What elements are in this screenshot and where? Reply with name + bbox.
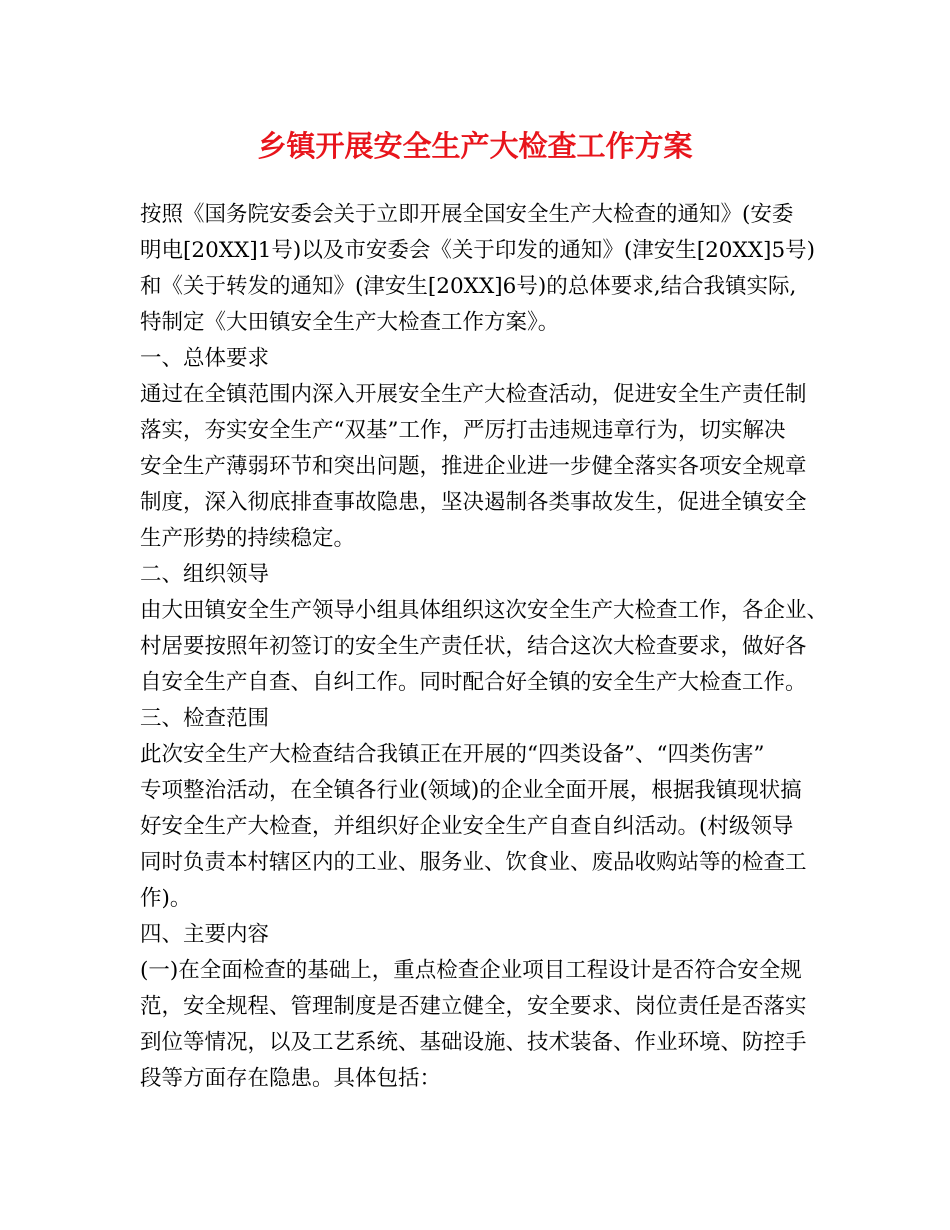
text-line: 由大田镇安全生产领导小组具体组织这次安全生产大检查工作，各企业、	[140, 598, 829, 623]
text-line: 按照《国务院安委会关于立即开展全国安全生产大检查的通知》(安委	[140, 202, 794, 227]
text-line: 落实，夯实安全生产“双基”工作，严厉打击违规违章行为，切实解决	[140, 418, 786, 443]
text-line: 专项整治活动，在全镇各行业(领域)的企业全面开展，根据我镇现状搞	[140, 778, 802, 803]
section-heading: 三、检查范围	[140, 706, 270, 731]
text-line: 制度，深入彻底排查事故隐患，坚决遏制各类事故发生，促进全镇安全	[140, 490, 807, 515]
text-line: 自安全生产自查、自纠工作。同时配合好全镇的安全生产大检查工作。	[140, 670, 807, 695]
text-line: 明电[20XX]1号)以及市安委会《关于印发的通知》(津安生[20XX]5号)	[140, 238, 816, 263]
section-heading: 四、主要内容	[140, 922, 270, 947]
section-heading: 二、组织领导	[140, 562, 270, 587]
text-line: 段等方面存在隐患。具体包括：	[140, 1066, 442, 1091]
section-heading: 一、总体要求	[140, 346, 270, 371]
text-line: 和《关于转发的通知》(津安生[20XX]6号)的总体要求,结合我镇实际,	[140, 274, 797, 299]
text-line: 特制定《大田镇安全生产大检查工作方案》。	[140, 310, 560, 335]
text-line: 作)。	[140, 886, 192, 911]
document-body	[140, 197, 829, 1097]
text-line: 好安全生产大检查，并组织好企业安全生产自查自纠活动。(村级领导	[140, 814, 794, 839]
text-line: 村居要按照年初签订的安全生产责任状，结合这次大检查要求，做好各	[140, 634, 807, 659]
text-line: 生产形势的持续稳定。	[140, 526, 356, 551]
document-title: 乡镇开展安全生产大检查工作方案	[257, 129, 693, 163]
text-line: (一)在全面检查的基础上，重点检查企业项目工程设计是否符合安全规	[140, 958, 802, 983]
text-line: 通过在全镇范围内深入开展安全生产大检查活动，促进安全生产责任制	[140, 382, 807, 407]
text-line: 此次安全生产大检查结合我镇正在开展的“四类设备”、“四类伤害”	[140, 742, 765, 767]
text-line: 安全生产薄弱环节和突出问题，推进企业进一步健全落实各项安全规章	[140, 454, 807, 479]
text-line: 范，安全规程、管理制度是否建立健全，安全要求、岗位责任是否落实	[140, 994, 807, 1019]
text-line: 同时负责本村辖区内的工业、服务业、饮食业、废品收购站等的检查工	[140, 850, 807, 875]
text-line: 到位等情况，以及工艺系统、基础设施、技术装备、作业环境、防控手	[140, 1030, 807, 1055]
